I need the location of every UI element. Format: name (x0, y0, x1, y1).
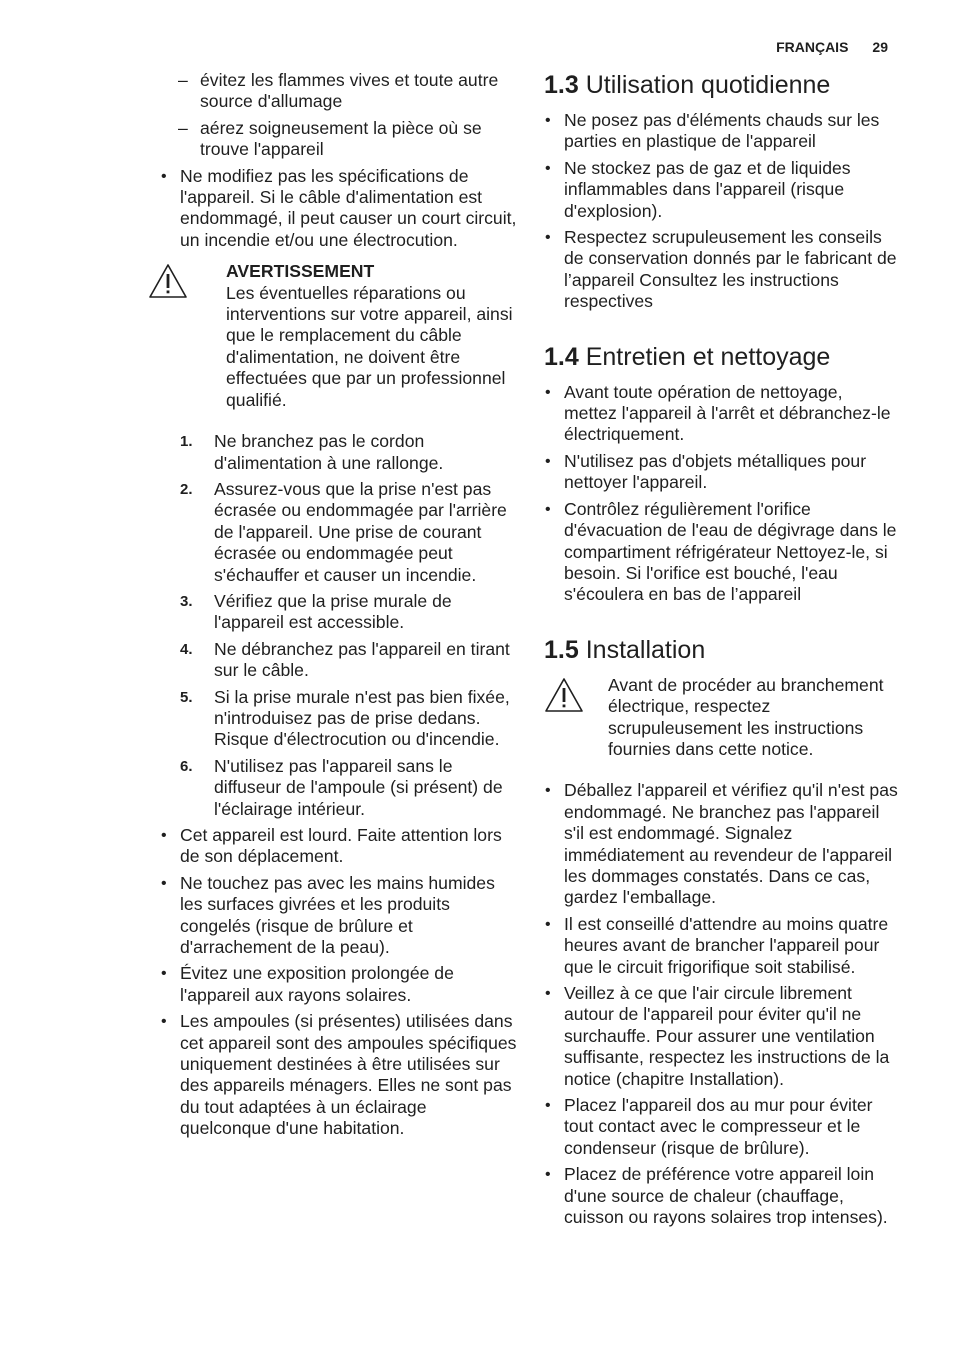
list-item: • Cet appareil est lourd. Faite attention lors de son déplacement. (161, 825, 502, 867)
bullet-marker: • (161, 167, 167, 185)
bullet-list (544, 780, 900, 1228)
item-number: 5. (180, 688, 193, 706)
numbered-list (180, 431, 520, 820)
bullet-marker: • (545, 159, 551, 177)
list-item: • Respectez scrupuleusement les conseils de conservation donnés par le fabricant de l’appareil Consultez les instructions respectives (545, 227, 897, 312)
warning-title: AVERTISSEMENT (226, 261, 375, 282)
bullet-list (160, 825, 520, 1140)
bullet-marker: • (545, 500, 551, 518)
section-heading-1-4 (544, 342, 900, 372)
bullet-marker: • (545, 452, 551, 470)
item-number: 3. (180, 592, 193, 610)
list-item: • Ne touchez pas avec les mains humides les surfaces givrées et les produits congelés (risque de brûlure et d'arrachement de la peau). (161, 872, 495, 958)
warning-triangle-icon (148, 263, 188, 299)
list-item: 2. Assurez-vous que la prise n'est pas écrasée ou endommagée par l'arrière de l'appareil. Une prise de courant écrasée ou endommagée peut s'échauffer et causer un incendie. (180, 478, 507, 585)
bullet-marker: • (161, 827, 167, 844)
dash-list (178, 70, 520, 161)
dash-marker: – (178, 117, 188, 138)
list-item: 4. Ne débranchez pas l'appareil en tirant sur le câble. (180, 638, 510, 681)
list-item: – évitez les flammes vives et toute autre source d'allumage (178, 70, 499, 112)
page-header (776, 38, 888, 56)
bullet-marker: • (545, 915, 551, 933)
language-label: FRANÇAIS (776, 39, 849, 55)
item-number: 6. (180, 757, 193, 775)
list-item: • Placez de préférence votre appareil loin d'une source de chaleur (chauffage, cuisson ou rayons solaires trop intenses). (545, 1164, 888, 1228)
list-item: – aérez soigneusement la pièce où se trouve l'appareil (178, 117, 482, 160)
list-item: • Il est conseillé d'attendre au moins quatre heures avant de brancher l'appareil pour que le circuit frigorifique soit stabilisé. (545, 913, 889, 977)
list-item: • Les ampoules (si présentes) utilisées dans cet appareil sont des ampoules spécifiques uniquement destinées à être utilisées sur des appareils ménagers. Elles ne sont pas du tout adaptées à un éclairage quelconque d'une habitation. (161, 1011, 517, 1139)
item-number: 1. (180, 433, 193, 451)
bullet-marker: • (545, 782, 551, 800)
section-heading-1-5 (544, 635, 900, 665)
bullet-list (544, 382, 900, 606)
section-title: Entretien et nettoyage (585, 342, 831, 371)
section-number: 1.4 (544, 342, 579, 371)
bullet-marker: • (545, 1166, 551, 1184)
bullet-marker: • (545, 112, 551, 129)
section-heading-1-3 (544, 70, 900, 100)
section-title: Utilisation quotidienne (585, 71, 831, 99)
bullet-marker: • (161, 965, 167, 983)
list-item: • Placez l'appareil dos au mur pour éviter tout contact avec le compresseur et le condenseur (risque de brûlure). (545, 1095, 873, 1158)
section-title: Installation (585, 635, 706, 664)
bullet-list (544, 110, 900, 313)
list-item: • N'utilisez pas d'objets métalliques pour nettoyer l'appareil. (545, 450, 867, 493)
warning-triangle-icon (544, 677, 584, 713)
list-item: • Ne stockez pas de gaz et de liquides inflammables dans l'appareil (risque d'explosion). (545, 157, 851, 221)
bullet-marker: • (545, 1097, 551, 1115)
section-number: 1.5 (544, 635, 579, 664)
list-item: • Avant toute opération de nettoyage, mettez l'appareil à l'arrêt et débranchez-le électriquement. (545, 381, 891, 445)
bullet-list (160, 166, 520, 252)
item-number: 2. (180, 480, 193, 498)
list-item: 3. Vérifiez que la prise murale de l'appareil est accessible. (180, 590, 452, 633)
left-column (160, 70, 520, 1145)
item-number: 4. (180, 640, 193, 658)
dash-marker: – (178, 70, 188, 90)
installation-warning-block (544, 675, 900, 761)
warning-text: Avant de procéder au branchement électrique, respectez scrupuleusement les instructions fournies dans cette notice. (608, 674, 884, 759)
warning-text: Les éventuelles réparations ou interventions sur votre appareil, ainsi que le remplacement du câble d'alimentation, ne doivent être effectuées que par un professionnel qualifié. (226, 282, 513, 410)
list-item: • Ne posez pas d'éléments chauds sur les parties en plastique de l'appareil (545, 110, 880, 152)
bullet-marker: • (545, 383, 551, 401)
warning-block (160, 261, 520, 411)
page-number: 29 (872, 39, 888, 55)
list-item: • Déballez l'appareil et vérifiez qu'il n'est pas endommagé. Ne branchez pas l'appareil s'il est endommagé. Signalez immédiatement au revendeur de l'appareil les dommages constatés. Dans ce cas, gardez l'emballage. (545, 780, 898, 908)
right-column (544, 70, 900, 1233)
bullet-marker: • (161, 874, 167, 892)
list-item: 5. Si la prise murale n'est pas bien fixée, n'introduisez pas de prise dedans. Risque d'électrocution ou d'incendie. (180, 686, 510, 750)
bullet-marker: • (161, 1013, 167, 1031)
section-number: 1.3 (544, 71, 579, 99)
list-item: 1. Ne branchez pas le cordon d'alimentation à une rallonge. (180, 431, 444, 473)
list-item: 6. N'utilisez pas l'appareil sans le diffuseur de l'ampoule (si présent) de l'éclairage intérieur. (180, 755, 503, 819)
list-item: • Veillez à ce que l'air circule librement autour de l'appareil pour éviter qu'il ne surchauffe. Pour assurer une ventilation suffisante, respectez les instructions de la notice (chapitre Installation). (545, 983, 890, 1089)
bullet-marker: • (545, 985, 551, 1002)
list-item: • Ne modifiez pas les spécifications de l'appareil. Si le câble d'alimentation est endommagé, il peut causer un court circuit, un incendie et/ou une électrocution. (161, 165, 517, 250)
list-item: • Contrôlez régulièrement l'orifice d'évacuation de l'eau de dégivrage dans le compartiment réfrigérateur Nettoyez-le, si besoin. Si l'orifice est bouché, l'eau s'écoulera en bas de l’appareil (545, 498, 897, 605)
list-item: • Évitez une exposition prolongée de l'appareil aux rayons solaires. (161, 963, 454, 1005)
bullet-marker: • (545, 229, 551, 247)
